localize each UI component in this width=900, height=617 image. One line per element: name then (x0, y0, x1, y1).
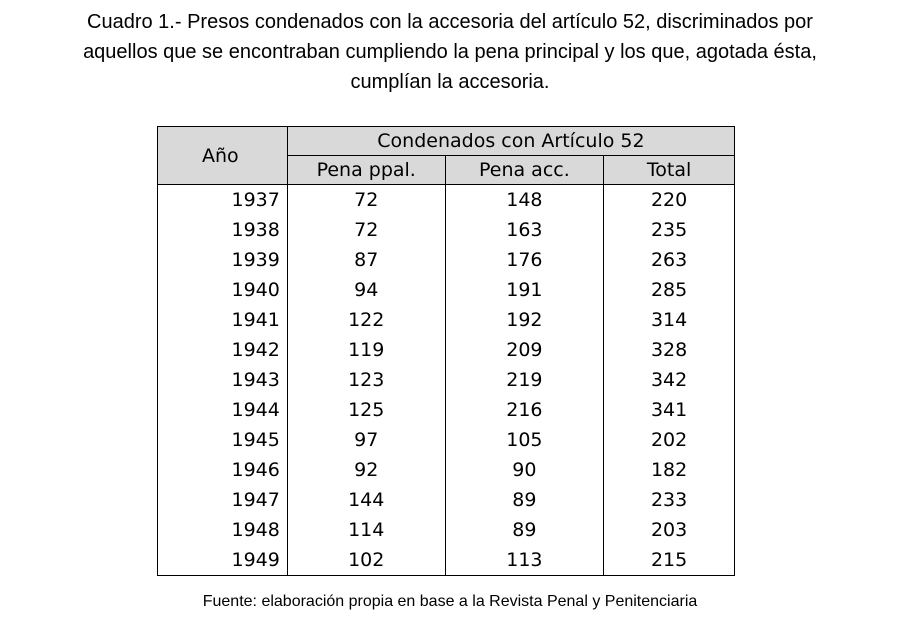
pena-acc-cell: 148 (445, 185, 604, 216)
pena-ppal-cell: 97 (287, 425, 445, 455)
total-cell: 328 (604, 335, 735, 365)
total-cell: 203 (604, 515, 735, 545)
year-cell: 1943 (158, 365, 288, 395)
table-row (158, 215, 735, 245)
pena-acc-cell: 176 (445, 245, 604, 275)
year-cell: 1942 (158, 335, 288, 365)
table-row (158, 515, 735, 545)
year-cell: 1940 (158, 275, 288, 305)
caption-line-3: cumplían la accesoria. (350, 71, 550, 93)
caption-line-2: aquellos que se encontraban cumpliendo la pena principal y los que, agotada ésta, (83, 41, 817, 63)
year-column-header: Año (158, 127, 288, 185)
total-cell: 314 (604, 305, 735, 335)
group-column-header: Condenados con Artículo 52 (287, 127, 734, 156)
pena-acc-cell: 105 (445, 425, 604, 455)
col-header-pena-ppal: Pena ppal. (287, 156, 445, 185)
pena-ppal-cell: 144 (287, 485, 445, 515)
pena-ppal-cell: 125 (287, 395, 445, 425)
pena-ppal-cell: 114 (287, 515, 445, 545)
year-cell: 1937 (158, 185, 288, 216)
table-row (158, 545, 735, 576)
table-row (158, 425, 735, 455)
col-header-total: Total (604, 156, 735, 185)
col-header-pena-acc: Pena acc. (445, 156, 604, 185)
table-row (158, 305, 735, 335)
pena-ppal-cell: 87 (287, 245, 445, 275)
pena-ppal-cell: 94 (287, 275, 445, 305)
total-cell: 235 (604, 215, 735, 245)
caption-line-1: Cuadro 1.- Presos condenados con la accesoria del artículo 52, discriminados por (87, 11, 813, 33)
table-row (158, 275, 735, 305)
total-cell: 342 (604, 365, 735, 395)
pena-acc-cell: 163 (445, 215, 604, 245)
pena-ppal-cell: 72 (287, 185, 445, 216)
source-note: Fuente: elaboración propia en base a la Revista Penal y Penitenciaria (202, 593, 698, 610)
pena-acc-cell: 209 (445, 335, 604, 365)
total-cell: 285 (604, 275, 735, 305)
year-cell: 1941 (158, 305, 288, 335)
pena-ppal-cell: 92 (287, 455, 445, 485)
year-cell: 1939 (158, 245, 288, 275)
table-row (158, 185, 735, 216)
pena-ppal-cell: 119 (287, 335, 445, 365)
table-row (158, 485, 735, 515)
table-caption (0, 7, 900, 97)
year-cell: 1945 (158, 425, 288, 455)
year-cell: 1944 (158, 395, 288, 425)
pena-acc-cell: 89 (445, 515, 604, 545)
pena-acc-cell: 216 (445, 395, 604, 425)
pena-acc-cell: 113 (445, 545, 604, 576)
total-cell: 341 (604, 395, 735, 425)
total-cell: 263 (604, 245, 735, 275)
year-cell: 1948 (158, 515, 288, 545)
pena-ppal-cell: 102 (287, 545, 445, 576)
year-cell: 1949 (158, 545, 288, 576)
pena-acc-cell: 219 (445, 365, 604, 395)
table-row (158, 455, 735, 485)
total-cell: 220 (604, 185, 735, 216)
data-table (157, 126, 735, 576)
total-cell: 202 (604, 425, 735, 455)
header-row-group (158, 127, 735, 156)
table-body (158, 185, 735, 576)
total-cell: 233 (604, 485, 735, 515)
year-cell: 1947 (158, 485, 288, 515)
pena-acc-cell: 89 (445, 485, 604, 515)
total-cell: 182 (604, 455, 735, 485)
pena-ppal-cell: 123 (287, 365, 445, 395)
total-cell: 215 (604, 545, 735, 576)
table-header (158, 127, 735, 185)
pena-acc-cell: 90 (445, 455, 604, 485)
table-row (158, 245, 735, 275)
table-row (158, 335, 735, 365)
pena-ppal-cell: 122 (287, 305, 445, 335)
pena-acc-cell: 191 (445, 275, 604, 305)
table-row (158, 365, 735, 395)
pena-ppal-cell: 72 (287, 215, 445, 245)
year-cell: 1946 (158, 455, 288, 485)
table-row (158, 395, 735, 425)
pena-acc-cell: 192 (445, 305, 604, 335)
year-cell: 1938 (158, 215, 288, 245)
